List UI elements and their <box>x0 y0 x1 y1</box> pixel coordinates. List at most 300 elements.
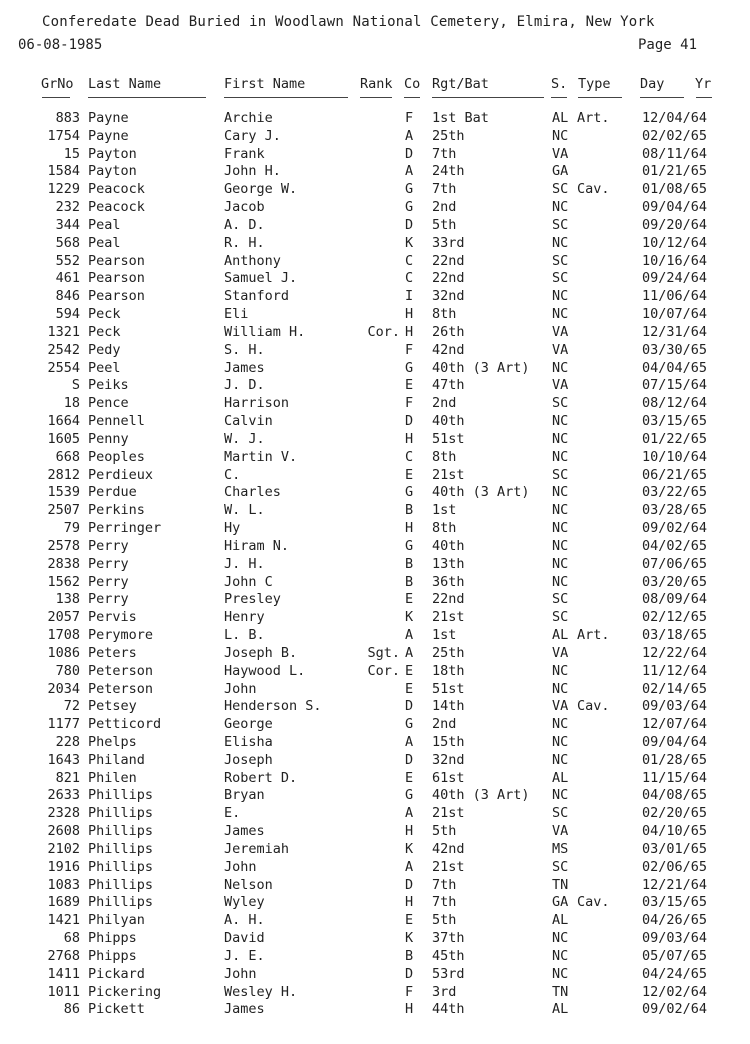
gr-number: 2507 <box>47 502 80 519</box>
gr-number: 821 <box>55 769 80 786</box>
death-date: 07/15/64 <box>642 377 708 394</box>
table-row <box>0 217 750 235</box>
table-row <box>0 591 750 609</box>
first-name: Calvin <box>224 413 273 430</box>
gr-number: 568 <box>55 234 80 251</box>
first-name: J. D. <box>224 377 265 394</box>
column-header-row <box>0 76 750 94</box>
first-name: Harrison <box>224 395 290 412</box>
table-row <box>0 556 750 574</box>
state: NC <box>552 359 569 376</box>
death-date: 10/10/64 <box>642 448 708 465</box>
gr-number: 1086 <box>47 644 80 661</box>
gr-number: 2633 <box>47 787 80 804</box>
table-row <box>0 342 750 360</box>
first-name: Hiram N. <box>224 537 290 554</box>
company: D <box>405 965 414 982</box>
last-name: Peterson <box>88 680 154 697</box>
table-row <box>0 716 750 734</box>
last-name: Philen <box>88 769 137 786</box>
table-row <box>0 235 750 253</box>
regiment: 44th <box>432 1001 465 1018</box>
table-row <box>0 484 750 502</box>
table-row <box>0 627 750 645</box>
last-name: Pickering <box>88 983 162 1000</box>
state: AL <box>552 912 569 929</box>
regiment: 40th (3 Art) <box>432 359 530 376</box>
death-date: 03/01/65 <box>642 840 708 857</box>
death-date: 09/03/64 <box>642 930 708 947</box>
regiment: 51st <box>432 680 465 697</box>
company: I <box>405 288 414 305</box>
death-date: 04/02/65 <box>642 537 708 554</box>
first-name: Henderson S. <box>224 698 322 715</box>
state: SC <box>552 591 569 608</box>
first-name: Presley <box>224 591 281 608</box>
table-row <box>0 734 750 752</box>
first-name: Elisha <box>224 733 273 750</box>
last-name: Pearson <box>88 252 145 269</box>
state: NC <box>552 520 569 537</box>
death-date: 08/09/64 <box>642 591 708 608</box>
table-row <box>0 288 750 306</box>
table-row <box>0 502 750 520</box>
regiment: 36th <box>432 573 465 590</box>
company: H <box>405 1001 414 1018</box>
first-name: Jacob <box>224 199 265 216</box>
first-name: John <box>224 680 257 697</box>
last-name: Perry <box>88 555 129 572</box>
state: VA <box>552 377 569 394</box>
death-date: 04/26/65 <box>642 912 708 929</box>
regiment: 2nd <box>432 716 457 733</box>
gr-number: S <box>71 377 80 394</box>
company: K <box>405 930 414 947</box>
last-name: Pearson <box>88 270 145 287</box>
regiment: 22nd <box>432 270 465 287</box>
type: Cav. <box>577 894 610 911</box>
table-row <box>0 894 750 912</box>
company: F <box>405 110 414 126</box>
type: Cav. <box>577 181 610 198</box>
regiment: 14th <box>432 698 465 715</box>
company: F <box>405 395 414 412</box>
page-number: Page 41 <box>638 37 698 53</box>
state: MS <box>552 840 569 857</box>
company: K <box>405 609 414 626</box>
first-name: Anthony <box>224 252 281 269</box>
gr-number: 1605 <box>47 430 80 447</box>
table-row <box>0 128 750 146</box>
rank: Cor. <box>367 323 400 340</box>
table-row <box>0 752 750 770</box>
regiment: 8th <box>432 520 457 537</box>
company: K <box>405 234 414 251</box>
death-date: 09/03/64 <box>642 698 708 715</box>
gr-number: 1411 <box>47 965 80 982</box>
regiment: 8th <box>432 306 457 323</box>
column-header-type: Type <box>578 76 611 92</box>
table-row <box>0 663 750 681</box>
column-header-grno: GrNo <box>41 76 74 92</box>
company: C <box>405 270 414 287</box>
state: VA <box>552 323 569 340</box>
gr-number: 1539 <box>47 484 80 501</box>
state: VA <box>552 145 569 162</box>
underline-day <box>640 97 684 98</box>
last-name: Pearson <box>88 288 145 305</box>
death-date: 09/02/64 <box>642 1001 708 1018</box>
company: H <box>405 894 414 911</box>
gr-number: 1083 <box>47 876 80 893</box>
gr-number: 2838 <box>47 555 80 572</box>
regiment: 21st <box>432 805 465 822</box>
gr-number: 72 <box>63 698 80 715</box>
company: B <box>405 573 414 590</box>
death-date: 05/07/65 <box>642 947 708 964</box>
first-name: Joseph <box>224 751 273 768</box>
state: NC <box>552 733 569 750</box>
state: SC <box>552 270 569 287</box>
column-header-rank: Rank <box>360 76 393 92</box>
state: VA <box>552 823 569 840</box>
gr-number: 15 <box>63 145 80 162</box>
last-name: Pennell <box>88 413 145 430</box>
underline-grno <box>42 97 70 98</box>
gr-number: 2554 <box>47 359 80 376</box>
first-name: Martin V. <box>224 448 298 465</box>
first-name: James <box>224 1001 265 1018</box>
gr-number: 2102 <box>47 840 80 857</box>
regiment: 22nd <box>432 252 465 269</box>
last-name: Peel <box>88 359 121 376</box>
company: D <box>405 216 414 233</box>
regiment: 40th (3 Art) <box>432 484 530 501</box>
gr-number: 2578 <box>47 537 80 554</box>
document-title: Conferedate Dead Buried in Woodlawn National Cemetery, Elmira, New York <box>42 14 655 30</box>
state: TN <box>552 876 569 893</box>
table-row <box>0 199 750 217</box>
death-date: 02/20/65 <box>642 805 708 822</box>
last-name: Peal <box>88 234 121 251</box>
death-date: 03/18/65 <box>642 627 708 644</box>
first-name: Archie <box>224 110 273 126</box>
company: E <box>405 466 414 483</box>
company: H <box>405 430 414 447</box>
death-date: 09/24/64 <box>642 270 708 287</box>
death-date: 04/24/65 <box>642 965 708 982</box>
state: AL <box>552 1001 569 1018</box>
first-name: S. H. <box>224 341 265 358</box>
table-row <box>0 787 750 805</box>
last-name: Perry <box>88 591 129 608</box>
column-header-last-name: Last Name <box>88 76 162 92</box>
company: B <box>405 947 414 964</box>
death-date: 01/08/65 <box>642 181 708 198</box>
table-row <box>0 181 750 199</box>
death-date: 04/10/65 <box>642 823 708 840</box>
death-date: 03/15/65 <box>642 894 708 911</box>
state: AL <box>552 110 569 126</box>
gr-number: 668 <box>55 448 80 465</box>
first-name: Jeremiah <box>224 840 290 857</box>
first-name: Haywood L. <box>224 662 306 679</box>
last-name: Phillips <box>88 894 154 911</box>
gr-number: 2328 <box>47 805 80 822</box>
table-row <box>0 413 750 431</box>
regiment: 40th (3 Art) <box>432 787 530 804</box>
company: A <box>405 163 414 180</box>
state: NC <box>552 537 569 554</box>
death-date: 12/31/64 <box>642 323 708 340</box>
regiment: 5th <box>432 823 457 840</box>
regiment: 5th <box>432 216 457 233</box>
column-header-day: Day <box>640 76 665 92</box>
gr-number: 1421 <box>47 912 80 929</box>
first-name: Joseph B. <box>224 644 298 661</box>
last-name: Payne <box>88 127 129 144</box>
company: K <box>405 840 414 857</box>
regiment: 2nd <box>432 199 457 216</box>
first-name: Stanford <box>224 288 290 305</box>
state: NC <box>552 306 569 323</box>
last-name: Perkins <box>88 502 145 519</box>
gr-number: 1321 <box>47 323 80 340</box>
last-name: Pence <box>88 395 129 412</box>
death-date: 03/30/65 <box>642 341 708 358</box>
first-name: David <box>224 930 265 947</box>
table-row <box>0 146 750 164</box>
table-row <box>0 395 750 413</box>
company: E <box>405 912 414 929</box>
gr-number: 883 <box>55 110 80 126</box>
company: G <box>405 181 414 198</box>
regiment: 45th <box>432 947 465 964</box>
death-date: 12/07/64 <box>642 716 708 733</box>
underline-year <box>696 97 712 98</box>
last-name: Pickett <box>88 1001 145 1018</box>
underline-co <box>404 97 420 98</box>
state: NC <box>552 680 569 697</box>
regiment: 1st <box>432 627 457 644</box>
regiment: 47th <box>432 377 465 394</box>
company: F <box>405 341 414 358</box>
state: GA <box>552 894 569 911</box>
table-row <box>0 377 750 395</box>
table-row <box>0 966 750 984</box>
regiment: 25th <box>432 644 465 661</box>
gr-number: 594 <box>55 306 80 323</box>
company: D <box>405 751 414 768</box>
last-name: Phillips <box>88 823 154 840</box>
first-name: Eli <box>224 306 249 323</box>
state: NC <box>552 413 569 430</box>
death-date: 03/28/65 <box>642 502 708 519</box>
first-name: R. H. <box>224 234 265 251</box>
state: VA <box>552 644 569 661</box>
column-header-rgt-bat: Rgt/Bat <box>432 76 489 92</box>
last-name: Payton <box>88 145 137 162</box>
regiment: 33rd <box>432 234 465 251</box>
first-name: L. B. <box>224 627 265 644</box>
gr-number: 86 <box>63 1001 80 1018</box>
document-date: 06-08-1985 <box>18 37 103 53</box>
regiment: 22nd <box>432 591 465 608</box>
death-date: 10/07/64 <box>642 306 708 323</box>
death-date: 09/04/64 <box>642 733 708 750</box>
regiment: 42nd <box>432 840 465 857</box>
regiment: 8th <box>432 448 457 465</box>
table-row <box>0 324 750 342</box>
first-name: Wesley H. <box>224 983 298 1000</box>
death-date: 02/12/65 <box>642 609 708 626</box>
table-row <box>0 306 750 324</box>
underline-rank <box>360 97 392 98</box>
death-date: 03/15/65 <box>642 413 708 430</box>
gr-number: 1584 <box>47 163 80 180</box>
gr-number: 1562 <box>47 573 80 590</box>
company: G <box>405 199 414 216</box>
gr-number: 2542 <box>47 341 80 358</box>
death-date: 12/02/64 <box>642 983 708 1000</box>
death-date: 06/21/65 <box>642 466 708 483</box>
death-date: 10/12/64 <box>642 234 708 251</box>
last-name: Petsey <box>88 698 137 715</box>
death-date: 12/22/64 <box>642 644 708 661</box>
death-date: 08/11/64 <box>642 145 708 162</box>
column-header-year: Yr <box>695 76 712 92</box>
first-name: William H. <box>224 323 306 340</box>
company: G <box>405 537 414 554</box>
underline-last-name <box>88 97 206 98</box>
regiment: 37th <box>432 930 465 947</box>
death-date: 09/20/64 <box>642 216 708 233</box>
gr-number: 2768 <box>47 947 80 964</box>
first-name: Hy <box>224 520 241 537</box>
state: SC <box>552 609 569 626</box>
gr-number: 138 <box>55 591 80 608</box>
death-date: 10/16/64 <box>642 252 708 269</box>
regiment: 7th <box>432 181 457 198</box>
gr-number: 1916 <box>47 858 80 875</box>
company: E <box>405 680 414 697</box>
table-row <box>0 841 750 859</box>
death-date: 12/21/64 <box>642 876 708 893</box>
first-name: George W. <box>224 181 298 198</box>
last-name: Perry <box>88 573 129 590</box>
death-date: 01/21/65 <box>642 163 708 180</box>
last-name: Perdieux <box>88 466 154 483</box>
state: SC <box>552 181 569 198</box>
underline-type <box>578 97 622 98</box>
state: NC <box>552 199 569 216</box>
state: NC <box>552 716 569 733</box>
last-name: Philyan <box>88 912 145 929</box>
company: F <box>405 983 414 1000</box>
last-name: Peck <box>88 323 121 340</box>
last-name: Payton <box>88 163 137 180</box>
gr-number: 461 <box>55 270 80 287</box>
regiment: 40th <box>432 413 465 430</box>
table-row <box>0 770 750 788</box>
state: NC <box>552 502 569 519</box>
last-name: Phillips <box>88 805 154 822</box>
gr-number: 2034 <box>47 680 80 697</box>
last-name: Pickard <box>88 965 145 982</box>
first-name: John <box>224 965 257 982</box>
state: SC <box>552 395 569 412</box>
table-row <box>0 574 750 592</box>
gr-number: 1643 <box>47 751 80 768</box>
last-name: Peters <box>88 644 137 661</box>
company: H <box>405 520 414 537</box>
table-row <box>0 538 750 556</box>
gr-number: 780 <box>55 662 80 679</box>
gr-number: 1754 <box>47 127 80 144</box>
type: Art. <box>577 110 610 126</box>
first-name: E. <box>224 805 241 822</box>
table-row <box>0 609 750 627</box>
regiment: 13th <box>432 555 465 572</box>
death-date: 11/06/64 <box>642 288 708 305</box>
first-name: Charles <box>224 484 281 501</box>
table-row <box>0 163 750 181</box>
table-row <box>0 270 750 288</box>
death-date: 02/06/65 <box>642 858 708 875</box>
company: E <box>405 377 414 394</box>
gr-number: 1708 <box>47 627 80 644</box>
regiment: 5th <box>432 912 457 929</box>
first-name: W. L. <box>224 502 265 519</box>
last-name: Phillips <box>88 858 154 875</box>
table-row <box>0 930 750 948</box>
company: A <box>405 627 414 644</box>
state: SC <box>552 858 569 875</box>
company: A <box>405 127 414 144</box>
table-row <box>0 859 750 877</box>
first-name: Nelson <box>224 876 273 893</box>
state: SC <box>552 805 569 822</box>
last-name: Payne <box>88 110 129 126</box>
company: B <box>405 502 414 519</box>
death-date: 11/12/64 <box>642 662 708 679</box>
company: G <box>405 787 414 804</box>
company: G <box>405 484 414 501</box>
company: E <box>405 769 414 786</box>
state: NC <box>552 947 569 964</box>
header-underline <box>0 95 750 101</box>
company: D <box>405 698 414 715</box>
state: NC <box>552 288 569 305</box>
first-name: James <box>224 823 265 840</box>
type: Art. <box>577 627 610 644</box>
state: NC <box>552 127 569 144</box>
death-date: 01/28/65 <box>642 751 708 768</box>
state: NC <box>552 751 569 768</box>
death-date: 01/22/65 <box>642 430 708 447</box>
regiment: 32nd <box>432 751 465 768</box>
last-name: Peiks <box>88 377 129 394</box>
table-row <box>0 948 750 966</box>
type: Cav. <box>577 698 610 715</box>
state: SC <box>552 252 569 269</box>
last-name: Perringer <box>88 520 162 537</box>
state: TN <box>552 983 569 1000</box>
first-name: Robert D. <box>224 769 298 786</box>
table-row <box>0 877 750 895</box>
last-name: Phipps <box>88 930 137 947</box>
company: H <box>405 323 414 340</box>
